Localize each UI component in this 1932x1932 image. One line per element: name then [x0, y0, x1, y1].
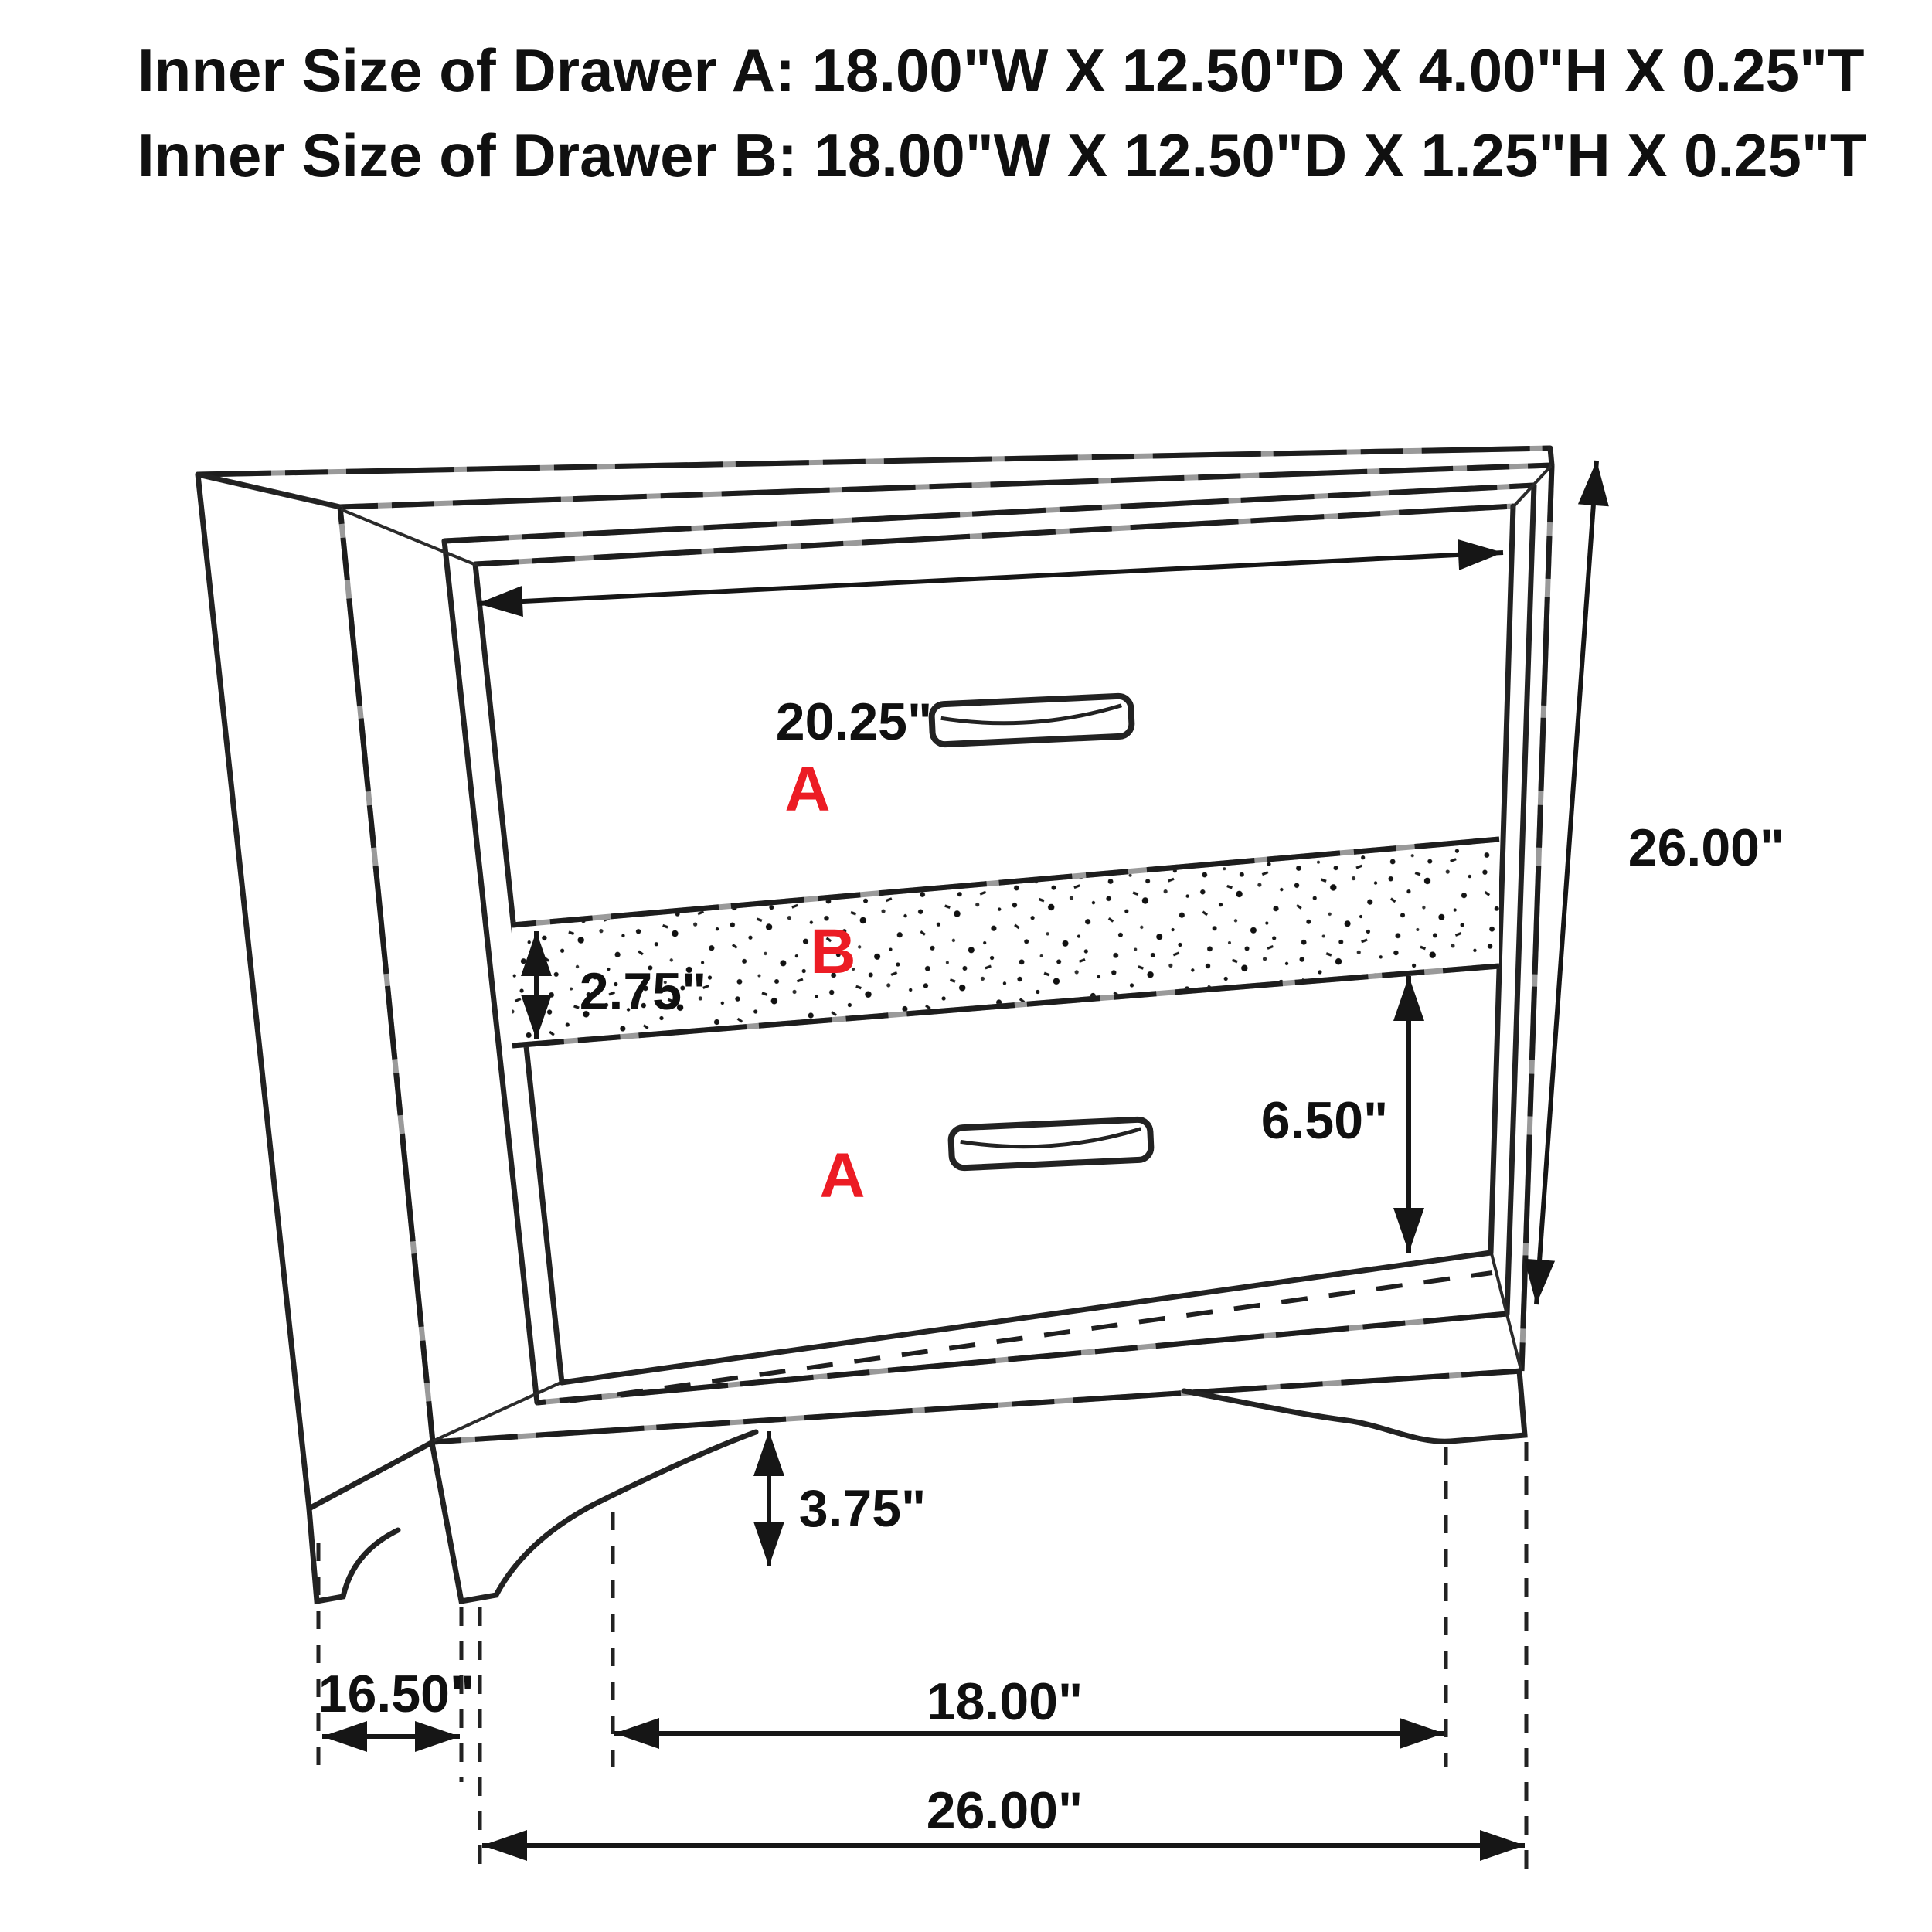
- header-line2: Inner Size of Drawer B: 18.00"W X 12.50"D X 1.25"H X 0.25"T: [138, 121, 1867, 189]
- dim-bottom-drawer-height-label: 6.50": [1260, 1091, 1389, 1150]
- dim-foot-height-label: 3.75": [798, 1479, 927, 1538]
- header-line1: Inner Size of Drawer A: 18.00"W X 12.50"D X 4.00"H X 0.25"T: [138, 36, 1865, 104]
- dim-inner-width-label: 18.00": [926, 1672, 1083, 1731]
- label-drawer-a-bottom: A: [819, 1141, 866, 1211]
- dim-overall-height-label: 26.00": [1628, 818, 1785, 877]
- label-drawer-a-top: A: [784, 754, 831, 825]
- dim-depth-label: 16.50": [318, 1665, 475, 1723]
- label-drawer-b: B: [810, 917, 856, 987]
- dim-top-width-label: 20.25": [775, 692, 933, 751]
- dim-band-height-label: 2.75": [579, 962, 707, 1021]
- dim-overall-width-label: 26.00": [926, 1781, 1083, 1840]
- drawer-handle-bottom: [951, 1119, 1151, 1168]
- drawer-handle-top: [931, 696, 1132, 745]
